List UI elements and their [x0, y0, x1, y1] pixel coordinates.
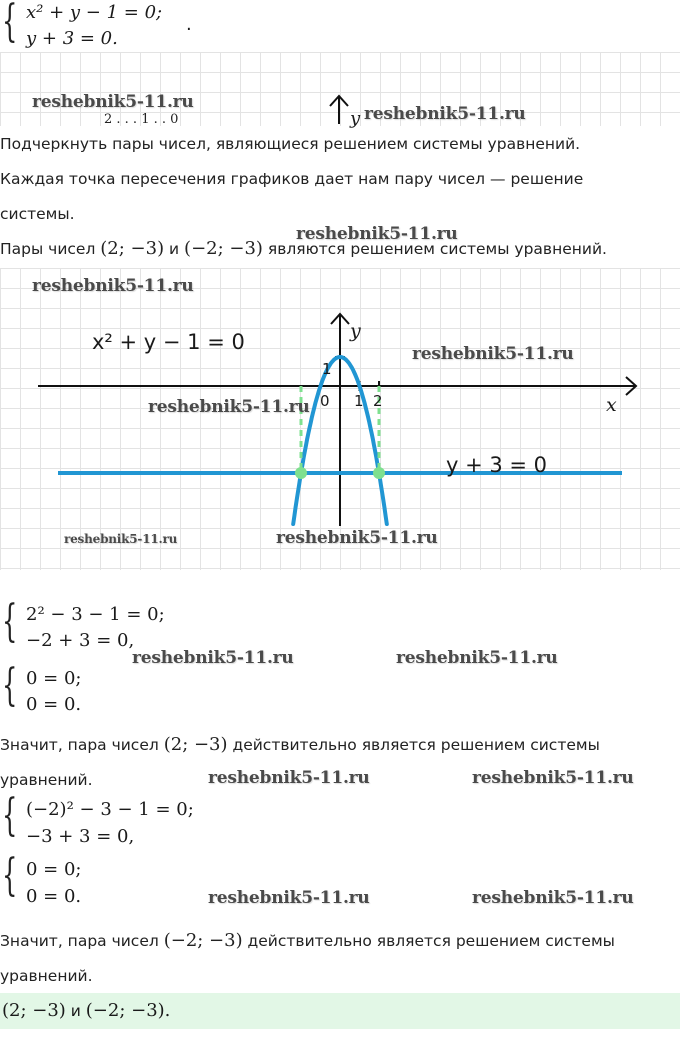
- watermark: reshebnik5-11.ru: [208, 768, 370, 788]
- conclusion1-after: действительно является решением системы: [227, 736, 600, 754]
- cropped-graph-fragment: [0, 52, 680, 129]
- solution-pair-1: (2; −3): [100, 238, 165, 259]
- solution-text-before: Пары чисел: [0, 240, 101, 258]
- system-equation-2: y + 3 = 0.: [26, 28, 118, 49]
- y-axis-label: y: [350, 320, 361, 342]
- watermark: reshebnik5-11.ru: [148, 397, 310, 417]
- conclusion1-before: Значит, пара чисел: [0, 736, 164, 754]
- line-equation-label: y + 3 = 0: [446, 453, 548, 477]
- parabola-equation-label: [92, 330, 245, 354]
- conclusion2-before: Значит, пара чисел: [0, 932, 164, 950]
- check2-equation-2: −3 + 3 = 0,: [26, 826, 135, 847]
- watermark: reshebnik5-11.ru: [472, 768, 634, 788]
- check2-equation-4: 0 = 0.: [26, 886, 82, 907]
- conclusion1-line2: уравнений.: [0, 771, 93, 789]
- answer-pair-1: (2; −3): [2, 1000, 66, 1021]
- answer-end: .: [164, 1000, 171, 1021]
- origin-label: 0: [320, 392, 330, 410]
- conclusion2-line1: [0, 931, 615, 951]
- graph-panel: [0, 268, 680, 570]
- graph-svg: [0, 268, 680, 570]
- check1-equation-4: 0 = 0.: [26, 694, 82, 715]
- check2-equation-3: 0 = 0;: [26, 859, 82, 880]
- system-dot: .: [186, 14, 192, 35]
- watermark: reshebnik5-11.ru: [32, 92, 194, 112]
- instruction-text: Подчеркнуть пары чисел, являющиеся решением системы уравнений.: [0, 135, 581, 153]
- check2-brace: {: [2, 790, 18, 841]
- explanation-text-line1: Каждая точка пересечения графиков дает нам пару чисел — решение: [0, 170, 584, 188]
- watermark: reshebnik5-11.ru: [396, 648, 558, 668]
- watermark: reshebnik5-11.ru: [296, 224, 458, 244]
- watermark: reshebnik5-11.ru: [64, 532, 178, 546]
- solution-statement: [0, 239, 607, 259]
- y-tick-1-label: 1: [322, 360, 332, 378]
- cropped-axis: [0, 52, 680, 126]
- intersection-point-1: [295, 467, 307, 479]
- check2-equation-1: (−2)² − 3 − 1 = 0;: [26, 799, 194, 820]
- conclusion1-line1: [0, 735, 600, 755]
- watermark: reshebnik5-11.ru: [132, 648, 294, 668]
- x-tick-2-label: 2: [373, 392, 383, 410]
- check1-result-brace: {: [2, 660, 18, 711]
- cropped-y-label: y: [350, 108, 361, 129]
- answer-box: [0, 993, 680, 1029]
- answer-pair-2: (−2; −3): [85, 1000, 165, 1021]
- solution-pair-2: (−2; −3): [184, 238, 263, 259]
- explanation-text-line2: системы.: [0, 205, 75, 223]
- x-tick-1-label: 1: [354, 392, 364, 410]
- watermark: reshebnik5-11.ru: [276, 528, 438, 548]
- solution-text-after: являются решением системы уравнений.: [262, 240, 607, 258]
- answer-text: [2, 1000, 170, 1021]
- watermark: reshebnik5-11.ru: [472, 888, 634, 908]
- conclusion2-after: действительно является решением системы: [242, 932, 615, 950]
- check1-brace: {: [2, 596, 18, 647]
- cropped-ticks-text: 2 . . . 1 . . 0: [104, 112, 179, 127]
- answer-mid: и: [65, 1002, 86, 1020]
- watermark: reshebnik5-11.ru: [32, 276, 194, 296]
- conclusion2-pair: (−2; −3): [163, 930, 243, 951]
- system-brace: {: [2, 0, 18, 47]
- parabola-equation: x² + y − 1 = 0: [92, 330, 245, 354]
- check2-result-brace: {: [2, 850, 18, 901]
- watermark: reshebnik5-11.ru: [208, 888, 370, 908]
- watermark: reshebnik5-11.ru: [412, 344, 574, 364]
- check1-equation-2: −2 + 3 = 0,: [26, 630, 135, 651]
- check1-equation-1: 2² − 3 − 1 = 0;: [26, 604, 165, 625]
- conclusion1-pair: (2; −3): [163, 734, 228, 755]
- x-axis-label: x: [606, 394, 617, 416]
- watermark: reshebnik5-11.ru: [364, 104, 526, 124]
- conclusion2-line2: уравнений.: [0, 967, 93, 985]
- system-equation-1: x² + y − 1 = 0;: [26, 2, 163, 23]
- intersection-point-2: [373, 467, 385, 479]
- check1-equation-3: 0 = 0;: [26, 668, 82, 689]
- solution-text-mid: и: [164, 240, 185, 258]
